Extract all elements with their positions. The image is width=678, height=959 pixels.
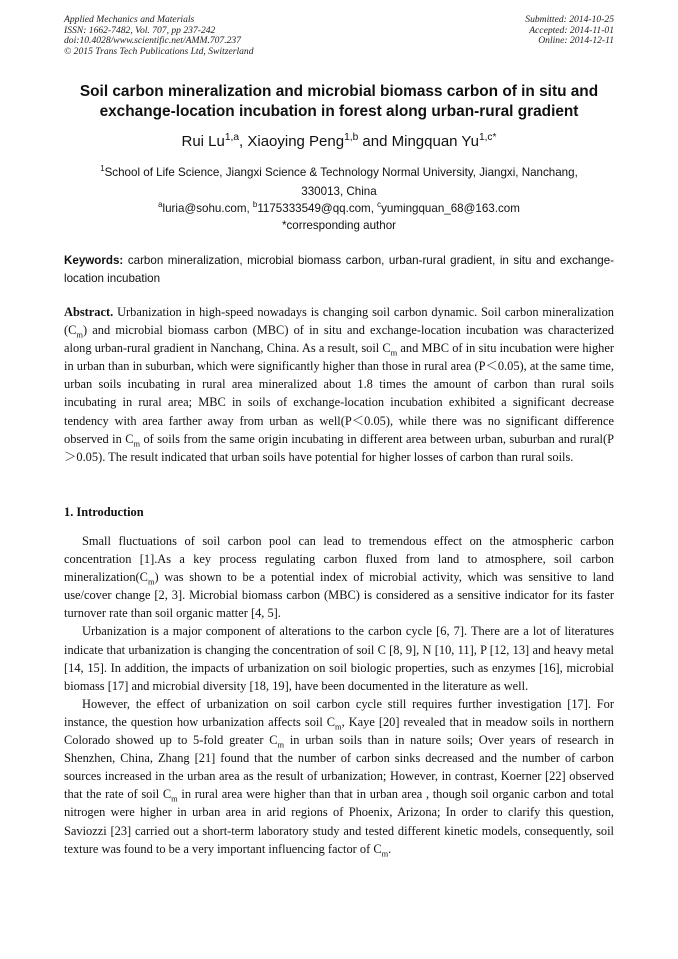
author-name: and Mingquan Yu [358,133,479,150]
author-superscript: 1,a [224,132,240,143]
abstract-text: and MBC of in situ incubation were higher in urban than in suburban, which were significantly higher than those in rural area (P＜0.05), at the same time, urban soils incubating in rural area mineralized about 1.8 times the amount of carbon than rural soils incubating in rural area; MBC in soils of exchange-location incubation exhibited a significant decrease tendency with area farther away from urban as well(P＜0.05), while there was no significant difference observed in C [64,341,614,446]
subscript: m [76,329,83,340]
abstract-text: ) and microbial biomass carbon (MBC) of in situ and exchange-location incubation was characterized along urban-rural gradient in Nanchang, China. As a result, soil C [64,323,614,356]
keywords-text: carbon mineralization, microbial biomass carbon, urban-rural gradient, in situ and exchange-location incubation [64,254,614,285]
affiliation-continued [70,182,608,201]
paragraph-text: , Kaye [20] revealed that in meadow soils in northern Colorado showed up to 5-fold greater C [64,714,614,748]
author-superscript: 1,c* [478,132,497,143]
intro-paragraph-1 [64,532,614,622]
paragraph-text: in rural area were higher than that in urban area , though soil organic carbon and total nitrogen were higher in urban area in arid regions of Phoenix, Arizona; In order to clarify this question, Saviozzi [23] carried out a short-term laboratory study and tested different kinetic models, consequently, soil texture was found to be a very important influencing factor of C [64,787,614,856]
author-name: , Xiaoying Peng [239,133,345,150]
paragraph-text: Small fluctuations of soil carbon pool can lead to tremendous effect on the atmospheric carbon concentration [1].As a key process regulating carbon fluxed from land to atmosphere, soil carbon mineralization(C [64,534,614,585]
email-superscript: a [158,200,163,210]
section-heading-introduction: 1. Introduction [64,505,144,519]
paragraph-text: . [388,841,392,856]
affiliation-line-1 [70,163,608,182]
subscript: m [335,721,342,732]
author-name: Rui Lu [181,133,225,150]
intro-paragraph-2: Urbanization is a major component of alterations to the carbon cycle [6, 7]. There are a lot of literatures indicate that urbanization is changing the concentration of soil C [8, 9], N [10, 11], P [12, 13] and heavy metal [14, 15]. In addition, the impacts of urbanization on soil biologic properties, such as enzymes [16], microbial biomass [17] and microbial diversity [18, 19], have been documented in the literature as well. [64,624,614,693]
journal-name: Applied Mechanics and Materials [64,14,195,25]
email-superscript: b [252,200,258,210]
submitted-date: Submitted: 2014-10-25 [525,14,614,25]
email-link[interactable]: yumingquan_68@163.com [381,202,520,215]
issn-line: ISSN: 1662-7482, Vol. 707, pp 237-242 [64,24,216,36]
journal-header-right [525,15,614,47]
title-line-1: Soil carbon mineralization and microbial biomass carbon of in situ and [79,83,599,100]
keywords-block [64,252,614,288]
intro-paragraph-3 [64,695,614,858]
abstract-block [64,303,614,466]
online-date: Online: 2014-12-11 [538,35,614,47]
title-line-2: exchange-location incubation in forest along urban-rural gradient [99,103,579,120]
corresponding-author-note: *corresponding author [281,219,397,232]
subscript: m [381,848,389,859]
affiliation-superscript: 1 [100,164,105,174]
email-link[interactable]: 1175333549@qq.com, [257,202,378,215]
paragraph-text: ) was shown to be a potential index of microbial activity, which was sensitive to land use/cover change [2, 3]. Microbial biomass carbon (MBC) is considered as a sensitive indicator for its faster turnover rate than soil organic matter [4, 5]. [64,570,614,621]
journal-header-left [64,15,254,57]
affiliation-line-2: 330013, China [301,185,377,198]
accepted-date: Accepted: 2014-11-01 [529,24,614,36]
doi-line: doi:10.4028/www.scientific.net/AMM.707.237 [64,35,242,47]
paragraph-text: in urban soils than in nature soils; Over years of research in Shenzhen, China, Zhang [21] found that the number of carbon sinks decreased and the number of carbon sources increased in the urban area as the result of urbanization; However, in contrast, Koerner [22] observed that the rate of soil C [64,733,614,802]
subscript: m [390,347,398,358]
abstract-text: of soils from the same origin incubating in different area between urban, suburban and rural(P＞0.05). The result indicated that urban soils have potential for higher losses of carbon than rural soils. [64,431,614,464]
keywords-label: Keywords: [64,254,124,267]
paper-title [40,82,638,122]
affiliation-text: School of Life Science, Jiangxi Science & Technology Normal University, Jiangxi, Nanchang, [104,166,578,179]
subscript: m [133,438,141,449]
paragraph-text: However, the effect of urbanization on soil carbon cycle still requires further investigation [17]. For instance, the question how urbanization affects soil C [64,696,614,729]
subscript: m [277,739,285,750]
subscript: m [147,576,155,587]
copyright-line: © 2015 Trans Tech Publications Ltd, Switzerland [64,45,254,57]
affiliation [70,163,608,182]
author-superscript: 1,b [344,132,359,143]
introduction-body [64,532,614,858]
email-link[interactable]: luria@sohu.com, [162,202,253,215]
subscript: m [171,793,178,804]
abstract-label: Abstract. [64,305,114,319]
author-emails [40,200,638,217]
abstract-text: Urbanization in high-speed nowadays is changing soil carbon dynamic. Soil carbon mineralization (C [64,305,614,338]
email-superscript: c [377,200,382,210]
author-list [40,133,638,151]
